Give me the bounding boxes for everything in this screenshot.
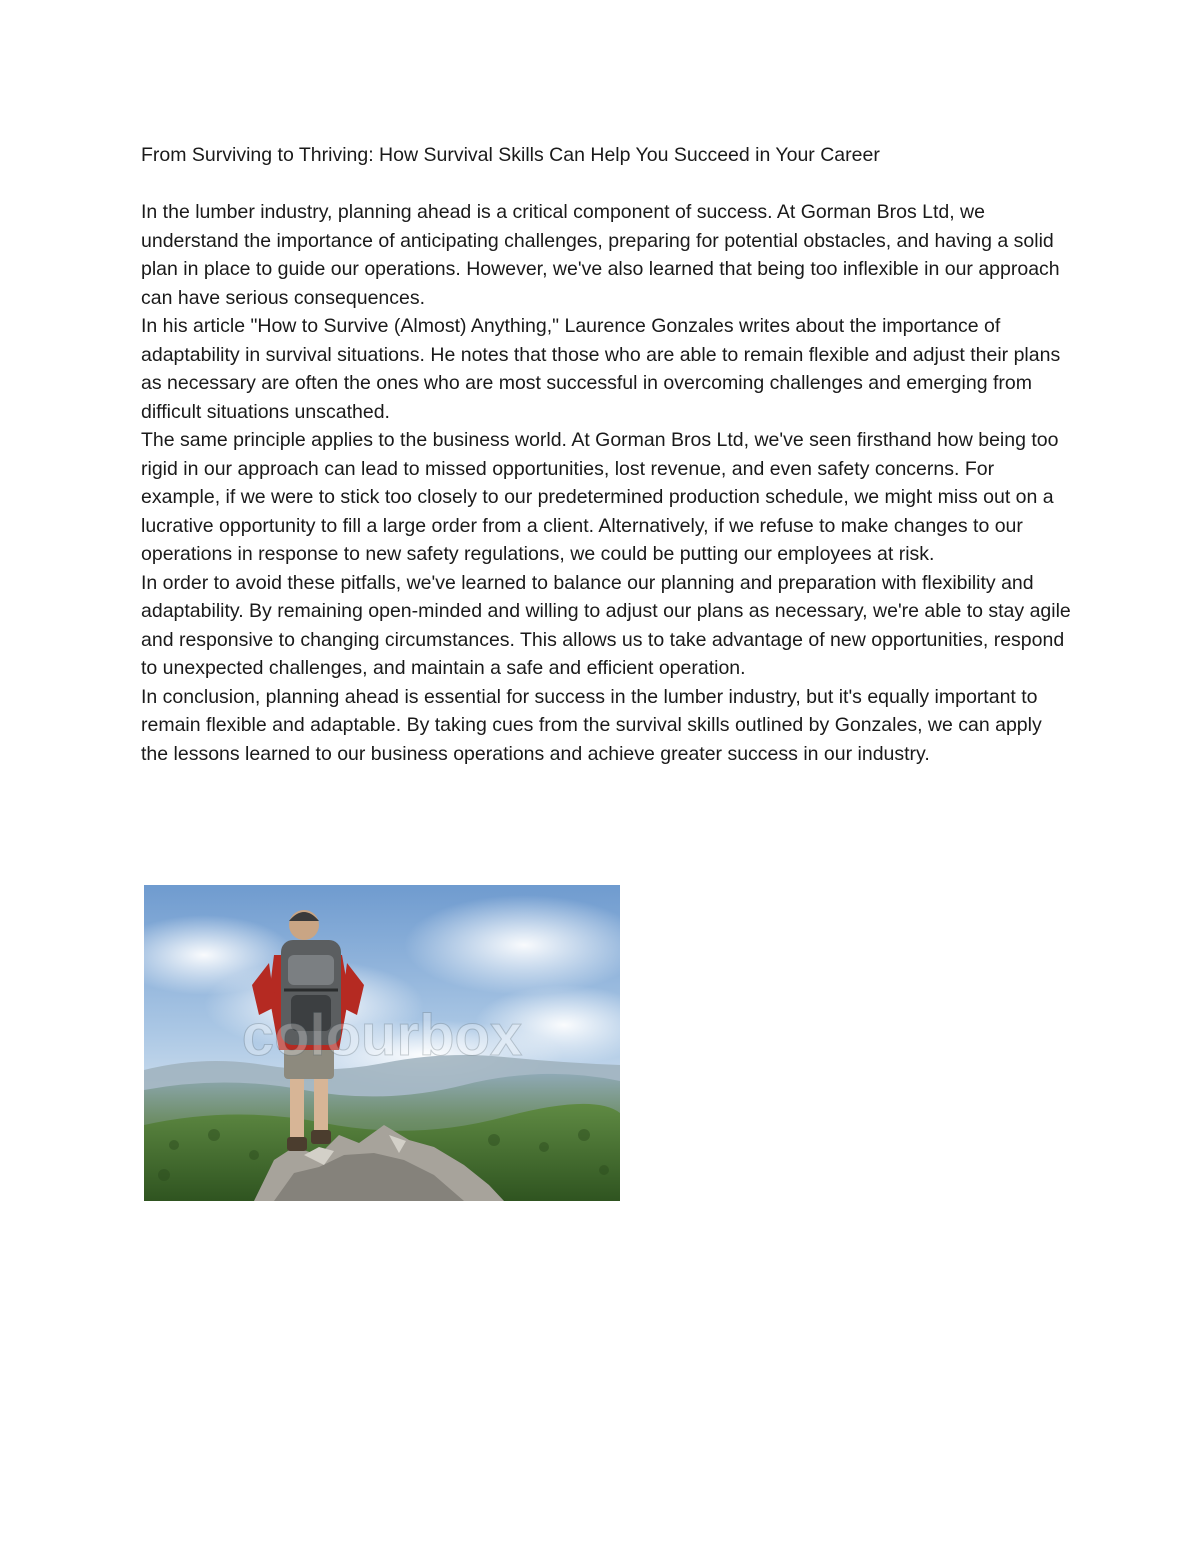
document-body (141, 198, 1071, 768)
paragraph-5: In conclusion, planning ahead is essential for success in the lumber industry, but it's equally important to remain flexible and adaptable. By taking cues from the survival skills outlined by Gonzales, we can apply the lessons learned to our business operations and achieve greater success in our industry. (141, 685, 1042, 765)
paragraph-1: In the lumber industry, planning ahead is a critical component of success. At Gorman Bros Ltd, we understand the importance of anticipating challenges, preparing for potential obstacles, and having a solid plan in place to guide our operations. However, we've also learned that being too inflexible in our approach can have serious consequences. (141, 201, 1060, 309)
paragraph-2: In his article "How to Survive (Almost) Anything," Laurence Gonzales writes about the importance of adaptability in survival situations. He notes that those who are able to remain flexible and adjust their plans as necessary are often the ones who are most successful in overcoming challenges and emerging from difficult situations unscathed. (141, 315, 1061, 423)
watermark-text: colourbox (241, 1003, 523, 1068)
paragraph-3: The same principle applies to the business world. At Gorman Bros Ltd, we've seen firsthand how being too rigid in our approach can lead to missed opportunities, lost revenue, and even safety concerns. For example, if we were to stick too closely to our predetermined production schedule, we might miss out on a lucrative opportunity to fill a large order from a client. Alternatively, if we refuse to make changes to our operations in response to new safety regulations, we could be putting our employees at risk. (141, 429, 1059, 565)
document-title: From Surviving to Thriving: How Survival Skills Can Help You Succeed in Your Career (141, 144, 880, 166)
hiker-photo (144, 885, 620, 1201)
paragraph-4: In order to avoid these pitfalls, we've learned to balance our planning and preparation with flexibility and adaptability. By remaining open-minded and willing to adjust our plans as necessary, we're able to stay agile and responsive to changing circumstances. This allows us to take advantage of new opportunities, respond to unexpected challenges, and maintain a safe and efficient operation. (141, 571, 1071, 679)
